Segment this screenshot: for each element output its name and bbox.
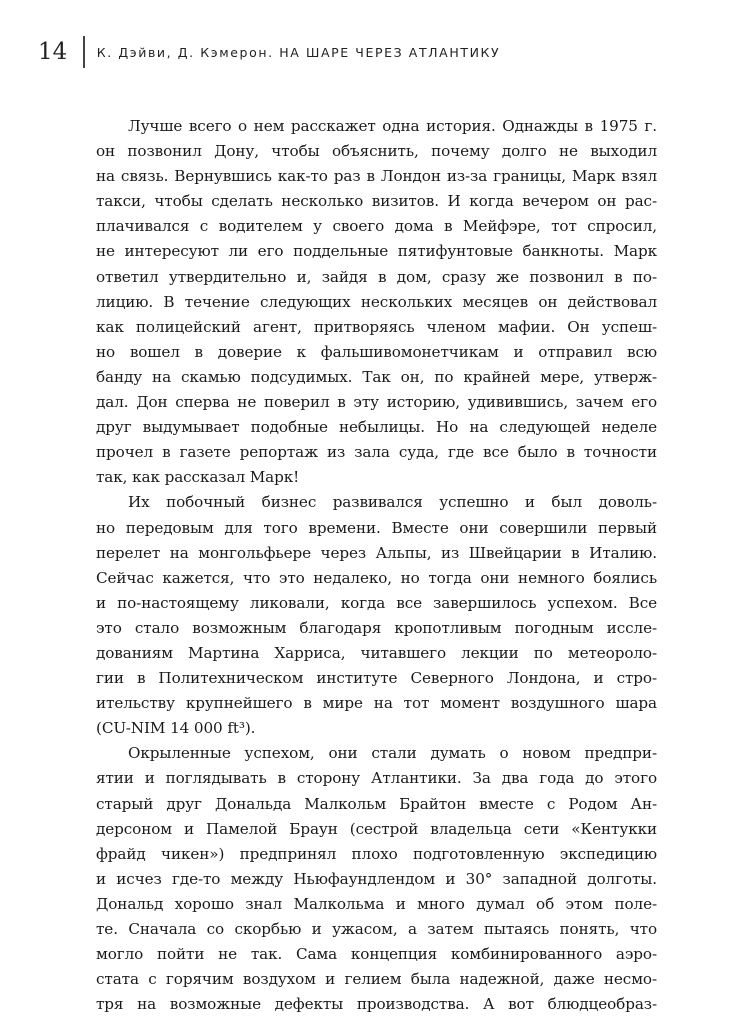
text-line: дал. Дон сперва не поверил в эту историю, удивившись, зачем его <box>96 393 657 412</box>
text-line: Лучше всего о нем расскажет одна история. Однажды в 1975 г. <box>128 117 657 135</box>
running-title: К. Дэйви, Д. Кэмерон. НА ШАРЕ ЧЕРЕЗ АТЛАНТИКУ <box>96 44 501 60</box>
text-line: гии в Политехническом институте Северного Лондона, и стро- <box>96 669 657 688</box>
text-line: ответил утвердительно и, зайдя в дом, сразу же позвонил в по- <box>96 267 657 286</box>
text-line: Сейчас кажется, что это недалеко, но тогда они немного боялись <box>96 568 657 587</box>
text-line: ятии и поглядывать в сторону Атлантики. За два года до этого <box>96 769 657 788</box>
text-line: плачивался с водителем у своего дома в Мейфэре, тот спросил, <box>96 217 657 236</box>
text-line: стата с горячим воздухом и гелием была надежной, даже несмо- <box>96 970 657 989</box>
text-line: старый друг Дональда Малкольм Брайтон вместе с Родом Ан- <box>96 794 657 813</box>
paragraph <box>96 490 657 741</box>
text-line: дованиям Мартина Харриса, читавшего лекции по метеороло- <box>96 643 657 662</box>
text-line: так, как рассказал Марк! <box>96 468 300 487</box>
text-line: Дональд хорошо знал Малкольма и много думал об этом поле- <box>96 894 657 913</box>
text-line: перелет на монгольфьере через Альпы, из Швейцарии в Италию. <box>96 543 657 562</box>
text-line: (CU-NIM 14 000 ft³). <box>96 719 256 738</box>
text-line: не интересуют ли его поддельные пятифунтовые банкноты. Марк <box>96 242 657 261</box>
text-line: друг выдумывает подобные небылицы. Но на следующей неделе <box>96 418 657 437</box>
running-head <box>38 36 500 68</box>
body-text <box>96 114 657 1017</box>
text-line: фрайд чикен») предпринял плохо подготовленную экспедицию <box>96 844 657 863</box>
text-line: но передовым для того времени. Вместе они совершили первый <box>96 518 657 537</box>
text-line: Их побочный бизнес развивался успешно и был доволь- <box>128 493 657 512</box>
page-number: 14 <box>38 39 68 65</box>
paragraph <box>96 741 657 1017</box>
text-line: и по-настоящему ликовали, когда все завершилось успехом. Все <box>96 593 657 612</box>
text-line: лицию. В течение следующих нескольких месяцев он действовал <box>96 292 657 311</box>
text-line: но вошел в доверие к фальшивомонетчикам и отправил всю <box>96 342 657 361</box>
text-line: банду на скамью подсудимых. Так он, по крайней мере, утверж- <box>96 367 657 386</box>
text-line: Окрыленные успехом, они стали думать о новом предпри- <box>128 744 657 763</box>
text-line: ительству крупнейшего в мире на тот момент воздушного шара <box>96 694 657 713</box>
text-line: такси, чтобы сделать несколько визитов. И когда вечером он рас- <box>96 192 657 211</box>
text-line: те. Сначала со скорбью и ужасом, а затем пытаясь понять, что <box>96 920 657 938</box>
text-line: тря на возможные дефекты производства. А вот блюдцеобраз- <box>96 995 657 1014</box>
text-line: могло пойти не так. Сама концепция комбинированного аэро- <box>96 945 657 964</box>
text-line: и исчез где-то между Ньюфаундлендом и 30° западной долготы. <box>96 869 657 888</box>
header-divider <box>83 36 85 68</box>
text-line: дерсоном и Памелой Браун (сестрой владельца сети «Кентукки <box>96 819 657 838</box>
text-line: на связь. Вернувшись как-то раз в Лондон из-за границы, Марк взял <box>96 167 657 186</box>
paragraph <box>96 114 657 490</box>
text-line: как полицейский агент, притворяясь членом мафии. Он успеш- <box>96 317 657 336</box>
text-line: он позвонил Дону, чтобы объяснить, почему долго не выходил <box>96 142 657 161</box>
text-line: это стало возможным благодаря кропотливым погодным иссле- <box>96 618 657 637</box>
text-line: прочел в газете репортаж из зала суда, где все было в точности <box>96 443 657 462</box>
